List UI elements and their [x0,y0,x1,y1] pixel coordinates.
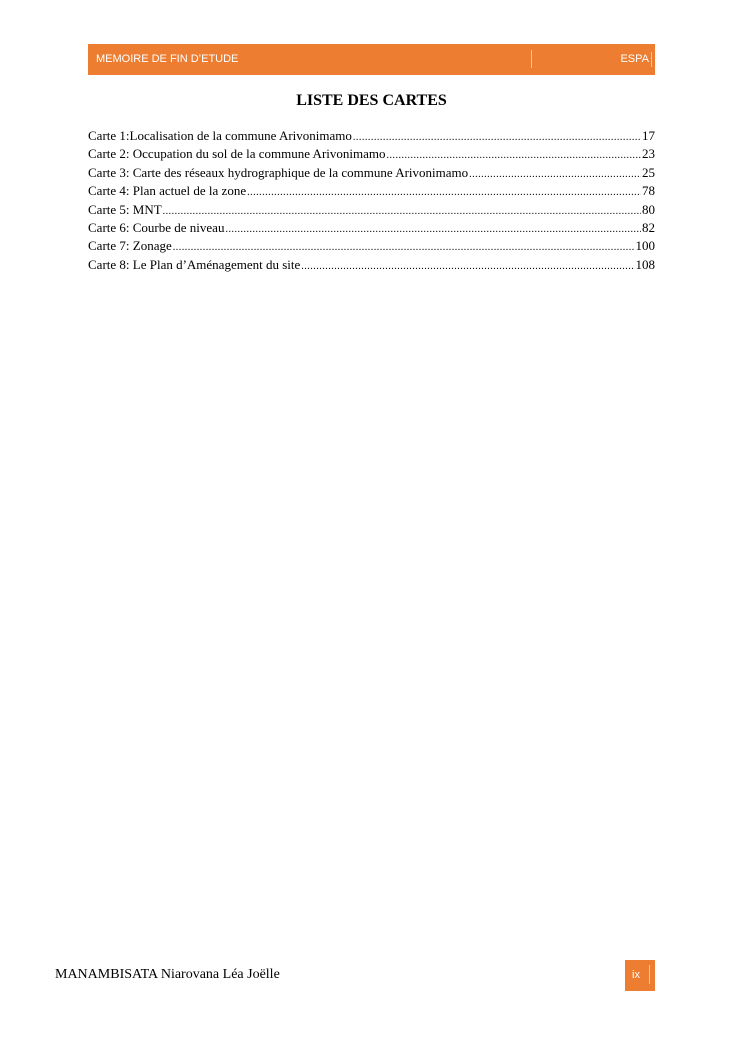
toc-entry[interactable] [88,182,655,200]
toc-leader-dots [163,203,641,221]
toc-leader-dots [353,129,641,147]
page-title: LISTE DES CARTES [296,92,447,109]
page-number-divider [649,965,650,984]
toc-entry[interactable] [88,219,655,237]
toc-entry-label: Carte 3: Carte des réseaux hydrographique de la commune Arivonimamo [88,164,469,180]
toc-leader-dots [301,258,634,276]
toc-entry-page: 82 [642,219,655,235]
toc-entry-page: 80 [642,201,655,217]
toc-leader-dots [225,221,641,239]
toc-entry[interactable] [88,256,655,274]
toc-entry[interactable] [88,164,655,182]
toc-entry-label: Carte 7: Zonage [88,238,172,254]
toc-entry-page: 23 [642,146,655,162]
toc-entry-label: Carte 2: Occupation du sol de la commune Arivonimamo [88,146,386,162]
footer-author: MANAMBISATA Niarovana Léa Joëlle [55,967,280,982]
toc-entry[interactable] [88,127,655,145]
page-header [88,44,655,75]
toc-entry-label: Carte 8: Le Plan d’Aménagement du site [88,256,301,272]
toc-leader-dots [469,166,641,184]
header-divider [531,50,532,68]
header-right-divider [651,52,652,67]
toc-entry[interactable] [88,201,655,219]
toc-entry-page: 17 [642,128,655,143]
toc-entry-page: 25 [642,164,655,180]
page-number: ix [632,969,640,981]
toc-leader-dots [247,184,641,202]
header-title: MEMOIRE DE FIN D’ETUDE [96,53,239,65]
toc-entry-label: Carte 6: Courbe de niveau [88,219,225,235]
toc-entry-label: Carte 4: Plan actuel de la zone [88,183,247,199]
toc-entry-label: Carte 5: MNT [88,201,162,217]
toc-entry-page: 78 [642,183,655,199]
toc-entry[interactable] [88,145,655,163]
toc-entry[interactable] [88,237,655,255]
header-school: ESPA [620,53,649,65]
toc-entry-page: 100 [635,238,655,254]
page-number-badge [625,960,655,991]
table-of-maps [88,127,655,274]
toc-entry-page: 108 [635,256,655,272]
toc-entry-label: Carte 1:Localisation de la commune Arivonimamo [88,128,352,143]
